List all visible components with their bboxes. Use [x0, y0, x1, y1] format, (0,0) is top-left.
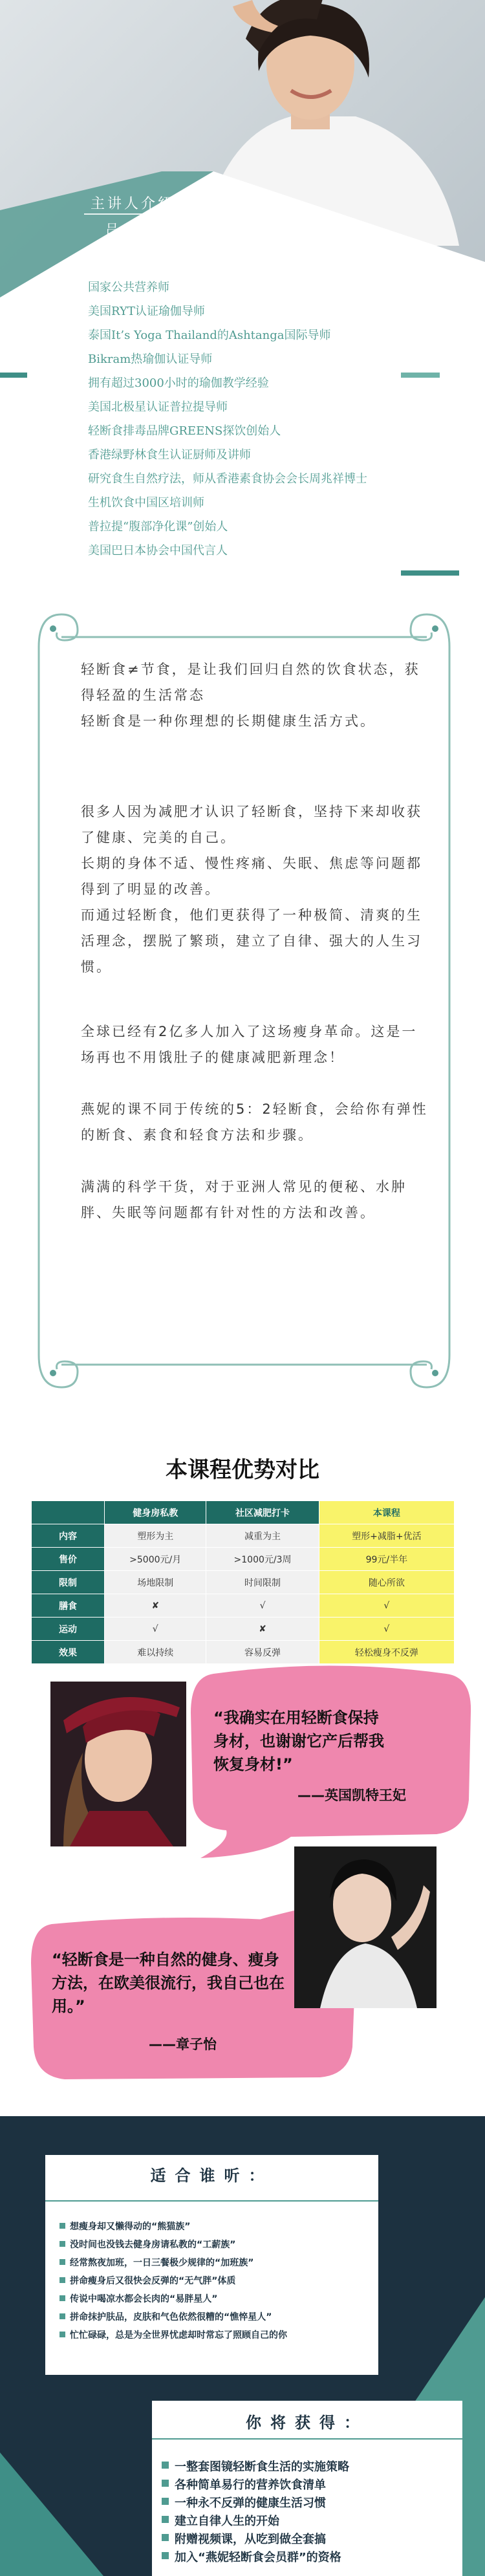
row-label: 运动: [32, 1618, 105, 1641]
table-cell: 容易反弹: [206, 1641, 319, 1664]
table-cell: >1000元/3周: [206, 1548, 319, 1571]
table-cell: 轻松瘦身不反弹: [319, 1641, 454, 1664]
table-row: [32, 1594, 455, 1618]
credential-item: 泰国It’s Yoga Thailand的Ashtanga国际导师: [88, 329, 331, 342]
credential-item: 国家公共营养师: [88, 281, 169, 294]
check-icon: √: [319, 1618, 454, 1641]
host-name: 吕燕妮: [105, 221, 160, 237]
testimonial-quote: [52, 1948, 349, 2018]
row-label: 膳食: [32, 1594, 105, 1618]
intro-paragraph: 而通过轻断食，他们更获得了一种极简、清爽的生活理念，摆脱了繁琐，建立了自律、强大的人生习惯。: [81, 907, 422, 975]
check-icon: √: [319, 1594, 454, 1618]
fit-item: 拼命瘦身后又很快会反弹的“无气胖”体质: [70, 2274, 235, 2287]
intro-paragraph: 满满的科学干货，对于亚洲人常见的便秘、水肿胖、失眠等问题都有针对性的方法和改善。: [81, 1179, 407, 1220]
gain-item: 一整套图镜轻断食生活的实施策略: [175, 2458, 349, 2474]
row-label: 效果: [32, 1641, 105, 1664]
table-row: [32, 1524, 455, 1548]
credential-item: 拥有超过3000小时的瑜伽教学经验: [88, 376, 269, 390]
credential-item: 香港绿野林食生认证厨师及讲师: [88, 448, 251, 462]
table-cell: 减重为主: [206, 1524, 319, 1548]
column-header: 健身房私教: [105, 1501, 206, 1524]
bottom-section: [0, 2116, 485, 2576]
table-cell: 随心所欲: [319, 1571, 454, 1594]
intro-paragraph: 长期的身体不适、慢性疼痛、失眠、焦虑等问题都得到了明显的改善。: [81, 856, 422, 897]
fit-title: 适合谁听：: [150, 2167, 274, 2185]
check-icon: √: [105, 1618, 206, 1641]
cross-icon: ✘: [105, 1594, 206, 1618]
quote-line: “轻断食是一种自然的健身、瘦身: [52, 1951, 279, 1969]
card-divider: [45, 2200, 378, 2202]
host-hero: [0, 0, 485, 298]
quote-line: 用。”: [52, 1997, 85, 2015]
fit-item: 拼命抹护肤品，皮肤和气色依然很糟的“憔悴星人”: [70, 2310, 272, 2323]
comparison-table: [31, 1500, 455, 1664]
gain-item: 一种永不反弹的健康生活习惯: [175, 2494, 326, 2511]
credential-item: 美国RYT认证瑜伽导师: [88, 305, 205, 318]
table-header-row: [32, 1501, 455, 1524]
testimonial-quote: [213, 1706, 459, 1776]
comparison-title: 本课程优势对比: [166, 1457, 319, 1483]
fit-item: 经常熬夜加班，一日三餐极少规律的“加班族”: [70, 2256, 253, 2269]
host-badge: [71, 180, 194, 251]
cross-icon: ✘: [206, 1618, 319, 1641]
table-cell: 难以持续: [105, 1641, 206, 1664]
check-icon: √: [206, 1594, 319, 1618]
intro-paragraph: 轻断食是一种你理想的长期健康生活方式。: [81, 713, 376, 729]
quote-line: 身材，也谢谢它产后帮我: [213, 1732, 384, 1750]
accent-bar: [0, 373, 27, 378]
table-row: [32, 1548, 455, 1571]
fit-item: 想瘦身却又懒得动的“熊猫族”: [70, 2220, 190, 2233]
quote-line: 恢复身材!”: [213, 1755, 293, 1773]
intro-paragraph: 燕妮的课不同于传统的5：2轻断食，会给你有弹性的断食、素食和轻食方法和步骤。: [81, 1101, 428, 1143]
quote-line: 方法，在欧美很流行，我自己也在: [52, 1974, 285, 1992]
gain-item: 加入“燕妮轻断食会员群”的资格: [175, 2548, 341, 2565]
table-row: [32, 1618, 455, 1641]
kate-photo: [50, 1682, 186, 1846]
table-cell: >5000元/月: [105, 1548, 206, 1571]
table-cell: 时间限制: [206, 1571, 319, 1594]
credential-item: 美国北极星认证普拉提导师: [88, 400, 228, 414]
host-divider: [84, 213, 181, 215]
credential-item: 普拉提“腹部净化课”创始人: [88, 520, 228, 534]
testimonial-author: ——英国凯特王妃: [297, 1788, 406, 1803]
card-divider: [152, 2438, 462, 2440]
credential-item: 生机饮食中国区培训师: [88, 496, 204, 510]
row-label: 售价: [32, 1548, 105, 1571]
credential-item: Bikram热瑜伽认证导师: [88, 352, 213, 366]
credential-item: 研究食生自然疗法，师从香港素食协会会长周兆祥博士: [88, 472, 367, 486]
table-cell: 塑形为主: [105, 1524, 206, 1548]
gain-title: 你将获得：: [246, 2414, 369, 2432]
fit-item: 传说中喝凉水都会长肉的“易胖星人”: [70, 2292, 217, 2305]
intro-paragraph: 很多人因为减肥才认识了轻断食，坚持下来却收获了健康、完美的自己。: [81, 804, 422, 845]
host-title: 主讲人介绍: [90, 196, 175, 212]
accent-bar: [401, 570, 459, 576]
table-cell: 场地限制: [105, 1571, 206, 1594]
column-header: 本课程: [319, 1501, 454, 1524]
gain-item: 附赠视频课，从吃到做全套搞: [175, 2530, 326, 2547]
fit-item: 没时间也没钱去健身房请私教的“工薪族”: [70, 2238, 235, 2251]
column-header: 社区减肥打卡: [206, 1501, 319, 1524]
testimonial-author: ——章子怡: [149, 2037, 217, 2052]
row-label: 内容: [32, 1524, 105, 1548]
intro-section: [26, 601, 472, 1400]
column-header: [32, 1501, 105, 1524]
credential-item: 美国巴日本协会中国代言人: [88, 544, 228, 557]
row-label: 限制: [32, 1571, 105, 1594]
intro-paragraph: 全球已经有2亿多人加入了这场瘦身革命。这是一场再也不用饿肚子的健康减肥新理念！: [81, 1024, 418, 1065]
accent-bar: [401, 373, 440, 378]
fit-item: 忙忙碌碌，总是为全世界忧虑却时常忘了照顾自己的你: [70, 2328, 287, 2341]
table-cell: 塑形+减脂+优活: [319, 1524, 454, 1548]
gain-item: 建立自律人生的开始: [175, 2512, 279, 2529]
credential-item: 轻断食排毒品牌GREENS探饮创始人: [88, 424, 281, 438]
intro-paragraph: 轻断食≠节食，是让我们回归自然的饮食状态，获得轻盈的生活常态: [81, 662, 420, 703]
table-cell: 99元/半年: [319, 1548, 454, 1571]
gain-item: 各种简单易行的营养饮食清单: [175, 2476, 326, 2493]
quote-line: “我确实在用轻断食保持: [213, 1709, 379, 1727]
host-credentials: [0, 278, 485, 582]
table-row: [32, 1571, 455, 1594]
